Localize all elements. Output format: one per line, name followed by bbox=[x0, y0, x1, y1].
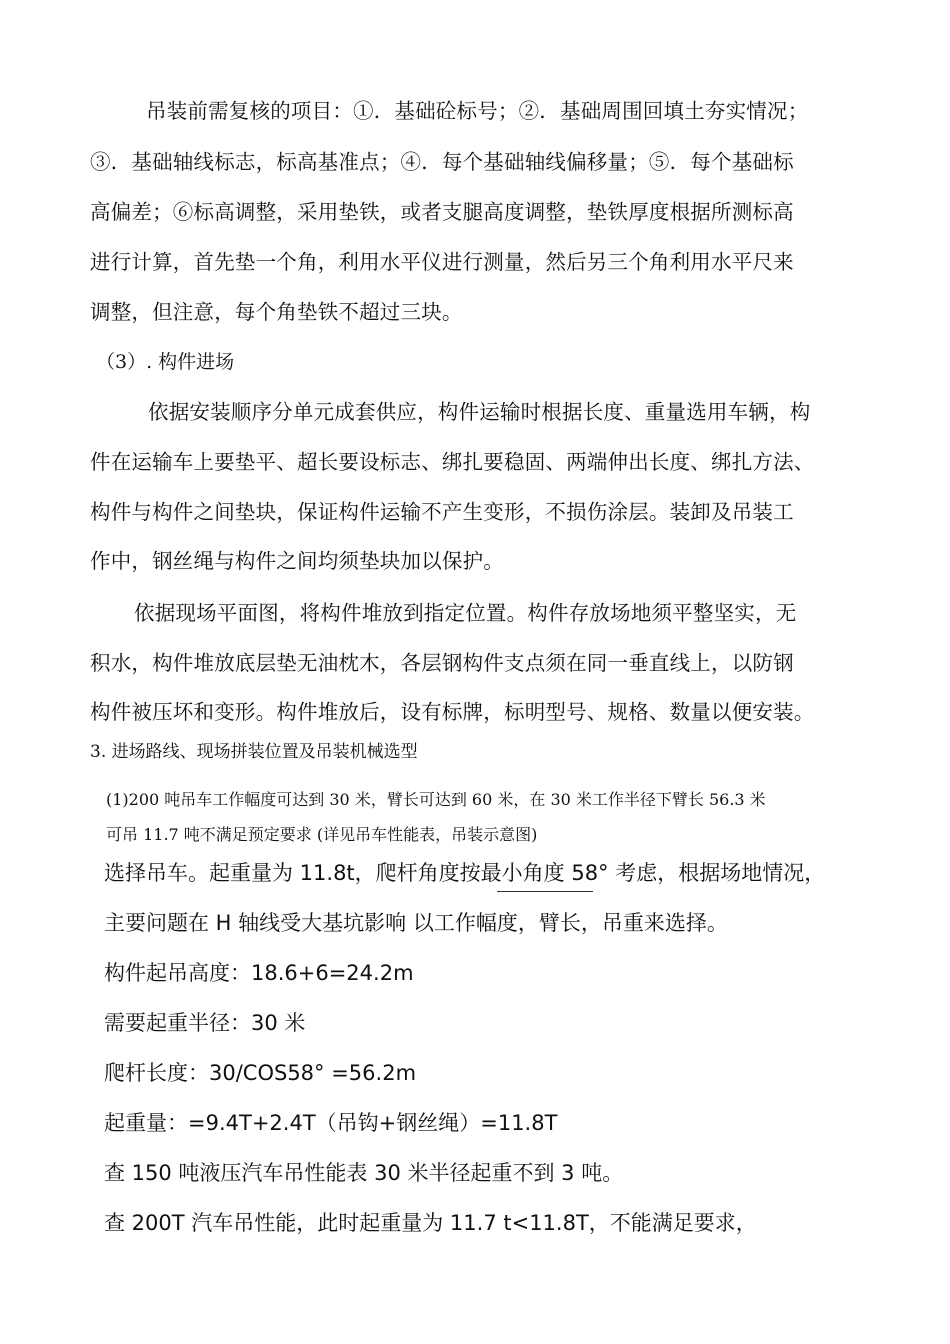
paragraph-line: 构件与构件之间垫块，保证构件运输不产生变形，不损伤涂层。装卸及吊装工 bbox=[90, 500, 794, 524]
paragraph-line: 吊装前需复核的项目：①．基础砼标号；②．基础周围回填土夯实情况； bbox=[146, 99, 809, 123]
section-heading: （3）. 构件进场 bbox=[96, 351, 235, 373]
calc-line: 主要问题在 H 轴线受大基坑影响 以工作幅度，臂长，吊重来选择。 bbox=[104, 911, 728, 935]
note-line: (1)200 吨吊车工作幅度可达到 30 米，臂长可达到 60 米，在 30 米工作半径下臂长 56.3 米 bbox=[106, 790, 766, 809]
paragraph-line: 调整，但注意，每个角垫铁不超过三块。 bbox=[90, 300, 463, 324]
paragraph-line: 件在运输车上要垫平、超长要设标志、绑扎要稳固、两端伸出长度、绑扎方法、 bbox=[90, 450, 815, 474]
paragraph-line: 作中，钢丝绳与构件之间均须垫块加以保护。 bbox=[90, 549, 504, 573]
calc-line: 需要起重半径：30 米 bbox=[104, 1011, 306, 1035]
underline-decoration bbox=[497, 891, 593, 892]
calc-line: 起重量：=9.4T+2.4T（吊钩+钢丝绳）=11.8T bbox=[104, 1111, 558, 1135]
calc-line: 构件起吊高度：18.6+6=24.2m bbox=[104, 961, 414, 985]
paragraph-line: 进行计算，首先垫一个角，利用水平仪进行测量，然后另三个角利用水平尺来 bbox=[90, 250, 794, 274]
note-line: 可吊 11.7 吨不满足预定要求 (详见吊车性能表，吊装示意图) bbox=[106, 825, 538, 844]
calc-line: 选择吊车。起重量为 11.8t，爬杆角度按最小角度 58° 考虑，根据场地情况， bbox=[104, 861, 826, 885]
calc-line: 爬杆长度：30/COS58° =56.2m bbox=[104, 1061, 417, 1085]
calc-line: 查 200T 汽车吊性能，此时起重量为 11.7 t<11.8T，不能满足要求， bbox=[104, 1211, 757, 1235]
paragraph-line: ③．基础轴线标志，标高基准点；④．每个基础轴线偏移量；⑤．每个基础标 bbox=[90, 150, 794, 174]
paragraph-line: 高偏差；⑥标高调整，采用垫铁，或者支腿高度调整，垫铁厚度根据所测标高 bbox=[90, 200, 794, 224]
paragraph-line: 依据安装顺序分单元成套供应，构件运输时根据长度、重量选用车辆，构 bbox=[148, 400, 811, 424]
paragraph-line: 构件被压坏和变形。构件堆放后，设有标牌，标明型号、规格、数量以便安装。 bbox=[90, 700, 815, 724]
calc-line: 查 150 吨液压汽车吊性能表 30 米半径起重不到 3 吨。 bbox=[104, 1161, 624, 1185]
paragraph-line: 积水，构件堆放底层垫无油枕木，各层钢构件支点须在同一垂直线上，以防钢 bbox=[90, 651, 794, 675]
section-heading: 3. 进场路线、现场拼装位置及吊装机械选型 bbox=[90, 742, 418, 762]
paragraph-line: 依据现场平面图，将构件堆放到指定位置。构件存放场地须平整坚实，无 bbox=[134, 601, 797, 625]
